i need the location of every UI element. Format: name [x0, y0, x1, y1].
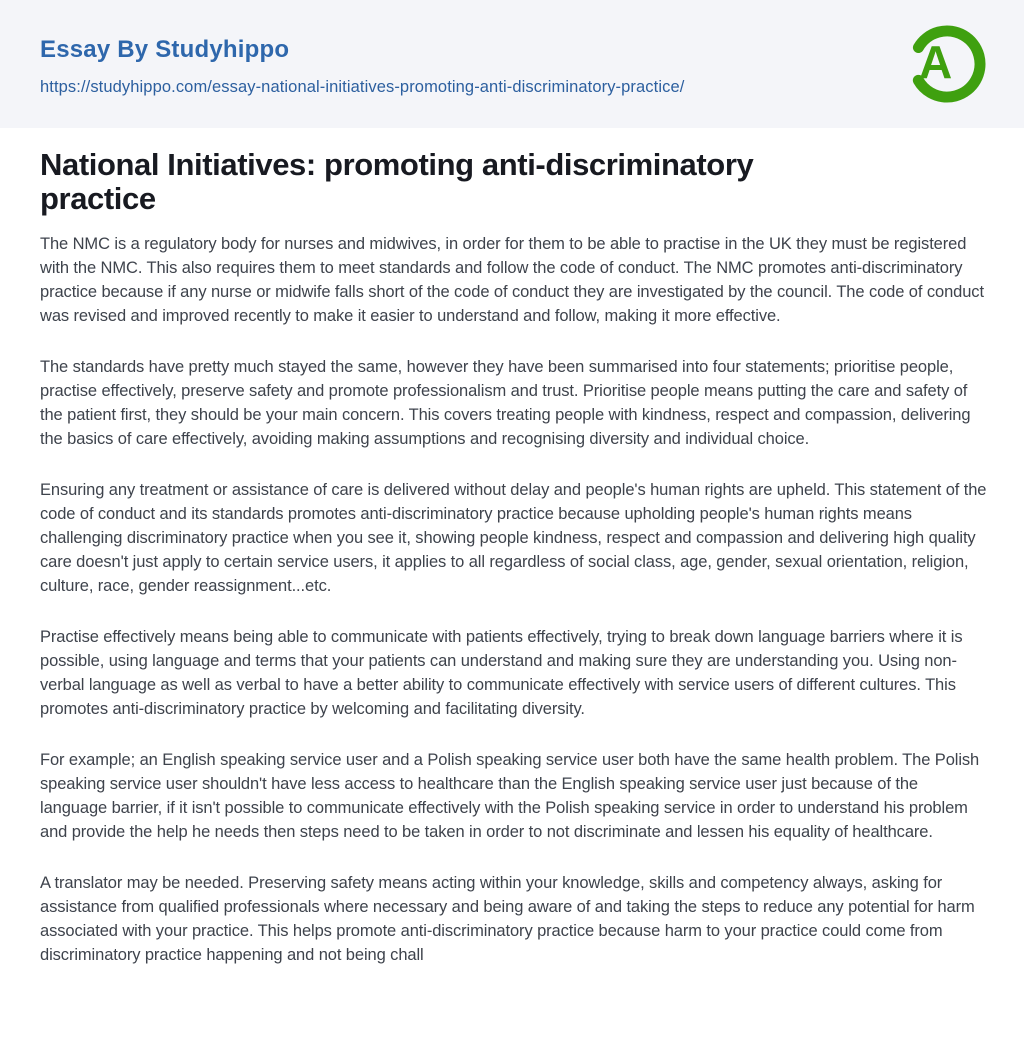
article-paragraph: Practise effectively means being able to communicate with patients effectively, trying to break down language barriers where it is possible, using language and terms that your patients can understand and making sure they are understanding you. Using non-verbal language as well as verbal to have a better ability to communicate effectively with service users of different cultures. This promotes anti-discriminatory practice by welcoming and facilitating diversity.	[40, 628, 963, 718]
header-text-block	[40, 32, 684, 97]
studyhippo-logo	[908, 21, 986, 107]
page-url-link[interactable]: https://studyhippo.com/essay-national-initiatives-promoting-anti-discriminatory-practice/	[40, 77, 685, 96]
article-paragraph: The standards have pretty much stayed the same, however they have been summarised into four statements; prioritise people, practise effectively, preserve safety and promote professionalism and trust. Prioritise people means putting the care and safety of the patient first, they should be your main concern. This covers treating people with kindness, respect and compassion, delivering the basics of care effectively, avoiding making assumptions and recognising diversity and individual choice.	[40, 358, 971, 448]
article-title: National Initiatives: promoting anti-discriminatory practice	[40, 147, 754, 216]
logo-letter: A	[919, 36, 953, 88]
article-paragraph: A translator may be needed. Preserving safety means acting within your knowledge, skills and competency always, asking for assistance from qualified professionals where necessary and being aware of and taking the steps to reduce any potential for harm associated with your practice. This helps promote anti-discriminatory practice because harm to your practice could come from discriminatory practice happening and not being chall	[40, 874, 975, 964]
article-paragraph: For example; an English speaking service user and a Polish speaking service user both have the same health problem. The Polish speaking service user shouldn't have less access to healthcare than the English speaking service user just because of the language barrier, if it isn't possible to communicate effectively with the Polish speaking service in order to understand his problem and provide the help he needs then steps need to be taken in order to not discriminate and lessen his equality of healthcare.	[40, 751, 980, 841]
site-title: Essay By Studyhippo	[40, 35, 290, 63]
article-paragraph: The NMC is a regulatory body for nurses and midwives, in order for them to be able to practise in the UK they must be registered with the NMC. This also requires them to meet standards and follow the code of conduct. The NMC promotes anti-discriminatory practice because if any nurse or midwife falls short of the code of conduct they are investigated by the council. The code of conduct was revised and improved recently to make it easier to understand and follow, making it more effective.	[40, 235, 984, 325]
article	[0, 128, 1024, 967]
page-header	[0, 0, 1024, 128]
article-paragraph: Ensuring any treatment or assistance of care is delivered without delay and people's human rights are upheld. This statement of the code of conduct and its standards promotes anti-discriminatory practice because upholding people's human rights means challenging discriminatory practice when you see it, showing people kindness, respect and compassion and delivering high quality care doesn't just apply to certain service users, it applies to all regardless of social class, age, gender, sexual orientation, religion, culture, race, gender reassignment...etc.	[40, 481, 987, 595]
